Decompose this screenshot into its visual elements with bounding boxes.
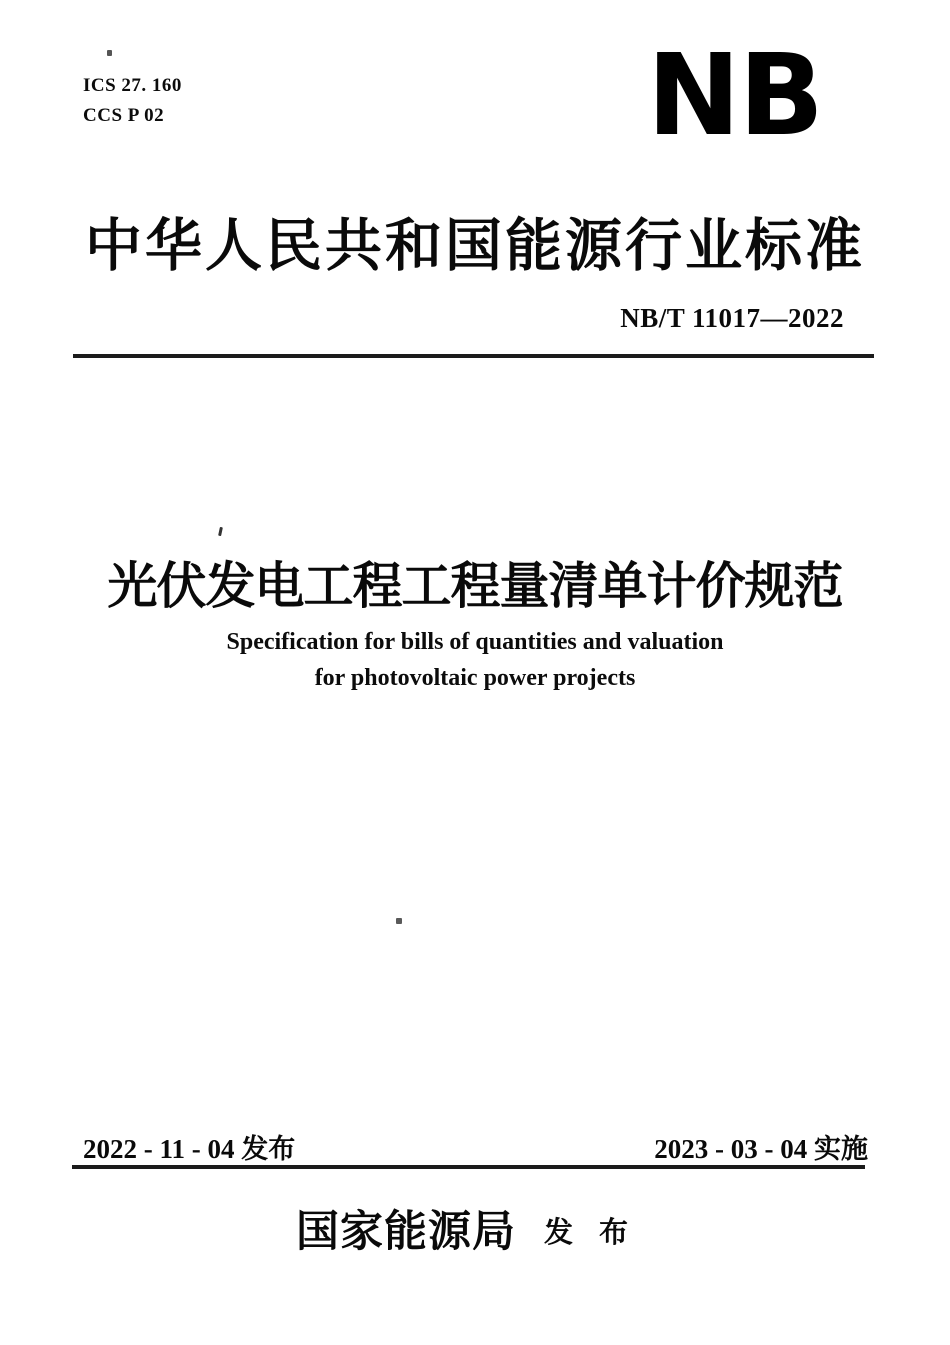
implement-date: 2023 - 03 - 04 实施 <box>654 1134 868 1164</box>
document-title-english-line2: for photovoltaic power projects <box>314 665 636 691</box>
ics-code: ICS 27. 160 <box>83 75 182 96</box>
footer-divider-line <box>72 1165 865 1169</box>
document-title-english-line1: Specification for bills of quantities and valuation <box>226 629 724 655</box>
publisher-row <box>0 1198 950 1259</box>
document-title-english <box>0 624 950 696</box>
publisher-name: 国家能源局 <box>295 1209 516 1256</box>
issue-date: 2022 - 11 - 04 发布 <box>83 1134 296 1164</box>
header-divider-line <box>73 354 874 358</box>
classification-codes <box>83 71 182 131</box>
ccs-code: CCS P 02 <box>83 105 165 126</box>
standard-number: NB/T 11017—2022 <box>620 303 844 333</box>
document-title-chinese: 光伏发电工程工程量清单计价规范 <box>107 557 843 615</box>
nb-logo: NB <box>646 31 822 161</box>
standard-category-title: 中华人民共和国能源行业标准 <box>85 215 865 278</box>
publish-label: 发布 <box>543 1217 654 1249</box>
scan-speck-middle <box>396 918 402 924</box>
date-row <box>83 1127 868 1166</box>
scan-speck-top <box>107 50 112 56</box>
scan-speck-above-title <box>218 527 223 536</box>
